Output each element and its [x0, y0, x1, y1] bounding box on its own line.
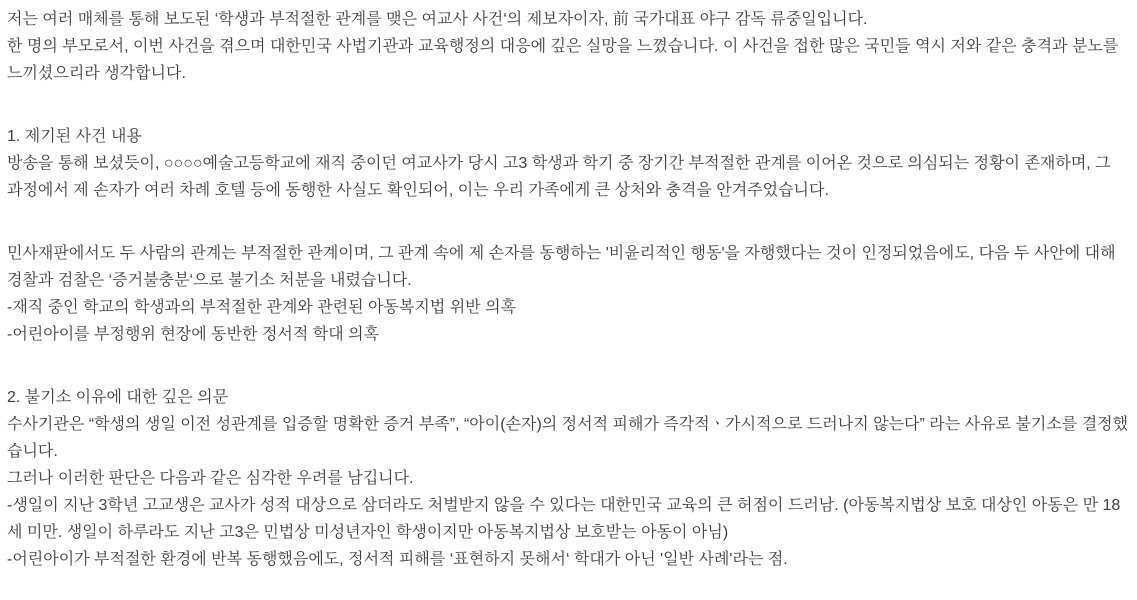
section-2-heading: 2. 불기소 이유에 대한 깊은 의문: [7, 389, 229, 406]
allegation-item-2: -어린아이를 부정행위 현장에 동반한 정서적 학대 의혹: [7, 326, 380, 343]
intro-paragraph-2: 한 명의 부모로서, 이번 사건을 겪으며 대한민국 사법기관과 교육행정의 대응에 깊은 실망을 느꼈습니다. 이 사건을 접한 많은 국민들 역시 저와 같은 충격과 분노를 느끼셨으리라 생각합니다.: [7, 38, 1119, 82]
allegation-item-1: -재직 중인 학교의 학생과의 부적절한 관계와 관련된 아동복지법 위반 의혹: [7, 299, 517, 316]
section-1-body: 방송을 통해 보셨듯이, ○○○○예술고등학교에 재직 중이던 여교사가 당시 고3 학생과 학기 중 장기간 부적절한 관계를 이어온 것으로 의심되는 정황이 존재하며, 그 과정에서 제 손자가 여러 차례 호텔 등에 동행한 사실도 확인되어, 이는 우리 가족에게 큰 상처와 충격을 안겨주었습니다.: [7, 155, 1111, 199]
intro-paragraph-1: 저는 여러 매체를 통해 보도된 ‘학생과 부적절한 관계를 맺은 여교사 사건‘의 제보자이자, 前 국가대표 야구 감독 류중일입니다.: [7, 11, 868, 28]
section-2-body: 수사기관은 “학생의 생일 이전 성관계를 입증할 명확한 증거 부족”, “아이(손자)의 정서적 피해가 즉각적ㆍ가시적으로 드러나지 않는다” 라는 사유로 불기소를 결정했습니다.: [7, 416, 1129, 460]
civil-trial-paragraph: 민사재판에서도 두 사람의 관계는 부적절한 관계이며, 그 관계 속에 제 손자를 동행하는 '비윤리적인 행동'을 자행했다는 것이 인정되었음에도, 다음 두 사안에 대해 경찰과 검찰은 ‘증거불충분‘으로 불기소 처분을 내렸습니다.: [7, 245, 1116, 289]
section-1-heading: 1. 제기된 사건 내용: [7, 128, 142, 145]
concern-item-1: -생일이 지난 3학년 고교생은 교사가 성적 대상으로 삼더라도 처벌받지 않을 수 있다는 대한민국 교육의 큰 허점이 드러남. (아동복지법상 보호 대상인 아동은 만 18세 미만. 생일이 하루라도 지난 고3은 민법상 미성년자인 학생이지만 아동복지법상 보호받는 아동이 아님): [7, 497, 1121, 541]
concern-item-2: -어린아이가 부적절한 환경에 반복 동행했음에도, 정서적 피해를 ‘표현하지 못해서‘ 학대가 아닌 '일반 사례'라는 점.: [7, 551, 788, 568]
concern-intro: 그러나 이러한 판단은 다음과 같은 심각한 우려를 남깁니다.: [7, 470, 414, 487]
